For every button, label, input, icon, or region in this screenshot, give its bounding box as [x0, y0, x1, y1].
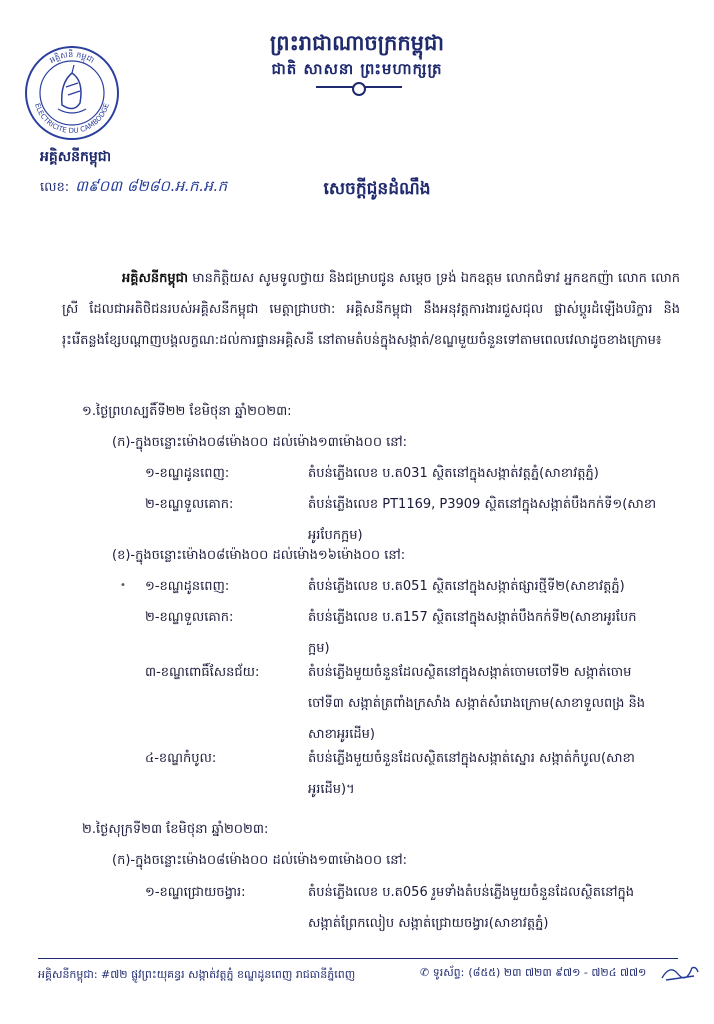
footer-phone	[420, 966, 646, 982]
area-line: ក្អម)	[308, 641, 330, 656]
district-label: ១-ខណ្ឌដូនពេញ:	[145, 579, 230, 594]
district-label: ១-ខណ្ឌដូនពេញ:	[145, 466, 230, 481]
phone-label: ទូរស័ព្ទ:	[432, 966, 465, 979]
stray-mark: •	[120, 580, 126, 591]
area-line: តំបន់ភ្លើងមួយចំនួនដែលស្ថិតនៅក្នុងសង្កាត់ស្នោរ សង្កាត់កំបូល(សាខា	[308, 751, 635, 766]
kingdom-heading: ព្រះរាជាណាចក្រកម្ពុជា	[269, 31, 444, 55]
section-heading-2: ២.ថ្ងៃសុក្រទី២៣ ខែមិថុនា ឆ្នាំ២០២៣:	[82, 822, 269, 837]
edc-seal-icon	[22, 43, 122, 143]
svg-text:អគ្គិសនី កម្ពុជា	[48, 49, 96, 65]
footer-address: អគ្គិសនីកម្ពុជា: #៧២ ផ្លូវព្រះយុគន្ធរ សង្កាត់វត្តភ្នំ ខណ្ឌដូនពេញ រាជធានីភ្នំពេញ	[38, 968, 356, 981]
phone-icon: ✆	[420, 966, 430, 979]
intro-text: មានកិត្តិយស សូមទូលថ្វាយ និងជម្រាបជូន សម្តេច ទ្រង់ ឯកឧត្តម លោកជំទាវ អ្នកឧកញ៉ា លោក លោកស្រី ដែលជាអតិថិជនរបស់អគ្គិសនីកម្ពុជា មេត្តាជ្រាបថា: អគ្គិសនីកម្ពុជា នឹងអនុវត្តការងារជួសជុល ផ្លាស់ប្តូរដំឡើងបរិក្ខារ និងរុះរើតន្លងខ្សែបណ្តាញបង្គលក្ខណ:ដល់ការផ្ទានអគ្គិសនី នៅតាមតំបន់ក្នុងសង្កាត់/ខណ្ឌមួយចំនួនទៅតាមពេលវេលាដូចខាងក្រោម៖	[62, 271, 680, 348]
area-description	[308, 743, 696, 805]
district-label: ៤-ខណ្ឌកំបូល:	[145, 751, 217, 766]
organization-name: អគ្គិសនីកម្ពុជា	[40, 149, 112, 165]
area-line: តំបន់ភ្លើងលេខ ប.ត031 ស្ថិតនៅក្នុងសង្កាត់វត្តភ្នំ(សាខាវត្តភ្នំ)	[308, 466, 599, 481]
area-line: សាខាអូរដើម)	[308, 727, 375, 742]
section-heading-1: ១.ថ្ងៃព្រហស្បតិ៍ទី២២ ខែមិថុនា ឆ្នាំ២០២៣:	[82, 404, 292, 419]
area-line: តំបន់ភ្លើងលេខ ប.ត056 រួមទាំងតំបន់ភ្លើងមួយចំនួនដែលស្ថិតនៅក្នុង	[308, 885, 635, 900]
national-motto: ជាតិ សាសនា ព្រះមហាក្សត្រ	[271, 60, 443, 78]
district-label: ៣-ខណ្ឌពោធិ៍សែនជ័យ:	[145, 665, 260, 680]
header-ornament	[316, 86, 402, 88]
area-description	[308, 877, 696, 939]
district-label: ១-ខណ្ឌជ្រោយចង្វារ:	[145, 885, 246, 900]
document-title: សេចក្តីជូនដំណឹង	[323, 179, 431, 199]
area-line: តំបន់ភ្លើងលេខ ប.ត051 ស្ថិតនៅក្នុងសង្កាត់ផ្សារថ្មីទី២(សាខាវត្តភ្នំ)	[308, 579, 625, 594]
area-line: អូរបែកក្អម)	[308, 528, 363, 543]
area-line: អូរដើម)។	[308, 782, 355, 797]
seal-top-text: អគ្គិសនី កម្ពុជា	[48, 49, 96, 65]
time-range-1a: (ក)-ក្នុងចន្លោះម៉ោង០៨ម៉ោង០០ ដល់ម៉ោង១៣ម៉ោង០០ នៅ:	[112, 435, 408, 450]
area-description	[308, 458, 696, 489]
area-line: តំបន់ភ្លើងមួយចំនួនដែលស្ថិតនៅក្នុងសង្កាត់ចោមចៅទី២ សង្កាត់ចោម	[308, 665, 632, 680]
seal-bottom-text: ELECTRICITE DU CAMBODGE	[33, 102, 111, 136]
signature-scribble-icon	[660, 960, 700, 984]
area-line: តំបន់ភ្លើងលេខ ប.ត157 ស្ថិតនៅក្នុងសង្កាត់បឹងកក់ទី២(សាខាអូរបែក	[308, 610, 637, 625]
area-line: តំបន់ភ្លើងលេខ PT1169, P3909 ស្ថិតនៅក្នុងសង្កាត់បឹងកក់ទី១(សាខា	[308, 497, 657, 512]
time-range-1b: (ខ)-ក្នុងចន្លោះម៉ោង០៨ម៉ោង០០ ដល់ម៉ោង១៦ម៉ោង០០ នៅ:	[112, 548, 406, 563]
area-description	[308, 657, 696, 750]
time-range-2a: (ក)-ក្នុងចន្លោះម៉ោង០៨ម៉ោង០០ ដល់ម៉ោង១៣ម៉ោង០០ នៅ:	[112, 853, 408, 868]
reference-number: ៣៩០៣ ៨២៨០.អ.ក.អ.ក	[75, 177, 228, 195]
district-label: ២-ខណ្ឌទួលគោក:	[145, 497, 234, 512]
area-line: ចៅទី៣ សង្កាត់ត្រពាំងក្រសាំង សង្កាត់សំរោងក្រោម(សាខាទួលពង្រ និង	[308, 696, 646, 711]
phone-number: (៨៥៥) ២៣ ៧២៣ ៩៧១ - ៧២៤ ៧៧១	[468, 966, 647, 979]
intro-paragraph	[62, 263, 680, 356]
reference-label: លេខ:	[40, 180, 70, 195]
intro-org-bold: អគ្គិសនីកម្ពុជា	[122, 271, 189, 286]
district-label: ២-ខណ្ឌទួលគោក:	[145, 610, 234, 625]
area-description	[308, 571, 696, 602]
area-line: សង្កាត់ព្រែកលៀប សង្កាត់ជ្រោយចង្វារ(សាខាវត្តភ្នំ)	[308, 916, 549, 931]
footer-divider	[38, 958, 678, 959]
area-description	[308, 489, 696, 551]
area-description	[308, 602, 696, 664]
